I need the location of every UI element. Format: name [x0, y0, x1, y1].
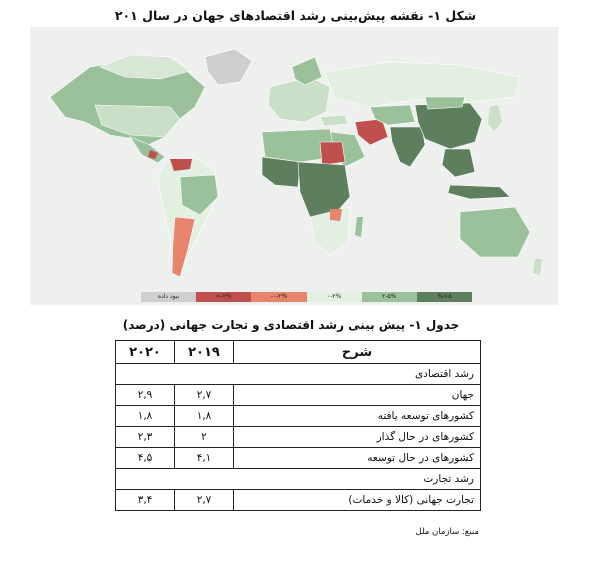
new-zealand-region	[533, 259, 542, 275]
table-row	[116, 427, 481, 448]
row-value-2019: ۲	[175, 427, 234, 448]
section-trade-growth: رشد تجارت	[116, 469, 481, 490]
row-value-2020: ۲,۹	[116, 385, 175, 406]
europe-region	[268, 77, 330, 122]
greenland-region	[205, 49, 252, 85]
world-map-graphic	[30, 27, 558, 305]
madagascar-region	[355, 217, 363, 237]
table-row	[116, 406, 481, 427]
row-value-2020: ۲,۳	[116, 427, 175, 448]
row-description: کشورهای توسعه یافته	[234, 406, 481, 427]
row-description: کشورهای در حال توسعه	[234, 448, 481, 469]
mongolia-region	[425, 97, 465, 109]
header-description: شرح	[234, 341, 481, 364]
legend-minus-0-2: -۰-۲%	[251, 292, 306, 302]
header-2019: ۲۰۱۹	[175, 341, 234, 364]
table-section-row	[116, 469, 481, 490]
turkey-region	[320, 115, 348, 126]
russia-region	[325, 62, 520, 107]
table-section-row	[116, 364, 481, 385]
figure-title: شکل ۱- نقشه پیش‌بینی رشد اقتصادهای جهان در سال ۲۰۱	[114, 8, 477, 23]
source-note: منبع: سازمان ملل	[415, 527, 479, 537]
row-value-2019: ۱,۸	[175, 406, 234, 427]
row-description: کشورهای در حال گذار	[234, 427, 481, 448]
table-header-row	[116, 341, 481, 364]
india-region	[390, 127, 425, 167]
china-region	[415, 103, 482, 149]
table-title: جدول ۱- پیش بینی رشد اقتصادی و تجارت جهانی (درصد)	[122, 318, 460, 332]
header-2020: ۲۰۲۰	[116, 341, 175, 364]
west-africa-region	[262, 157, 300, 187]
forecast-table	[115, 340, 481, 511]
southeast-asia-region	[442, 149, 475, 177]
row-value-2019: ۲,۷	[175, 385, 234, 406]
table-row	[116, 490, 481, 511]
legend-2-5: ۲-۵%	[362, 292, 417, 302]
row-value-2019: ۴,۱	[175, 448, 234, 469]
row-description: تجارت جهانی (کالا و خدمات)	[234, 490, 481, 511]
legend-below-minus-2: <-۲%	[196, 292, 251, 302]
map-legend	[141, 292, 472, 302]
legend-above-5: %>۵	[417, 292, 472, 302]
sudan-region	[320, 142, 345, 165]
legend-no-data: نبود داده	[141, 292, 196, 302]
zimbabwe-region	[330, 209, 342, 221]
row-value-2020: ۱,۸	[116, 406, 175, 427]
table-row	[116, 385, 481, 406]
legend-0-2: ۰-۲%	[307, 292, 362, 302]
japan-region	[488, 105, 502, 131]
indonesia-region	[448, 185, 510, 199]
row-value-2020: ۴,۵	[116, 448, 175, 469]
section-economic-growth: رشد اقتصادی	[116, 364, 481, 385]
world-growth-map	[30, 27, 558, 305]
row-description: جهان	[234, 385, 481, 406]
row-value-2019: ۲,۷	[175, 490, 234, 511]
australia-region	[460, 207, 530, 257]
table-row	[116, 448, 481, 469]
row-value-2020: ۳,۴	[116, 490, 175, 511]
